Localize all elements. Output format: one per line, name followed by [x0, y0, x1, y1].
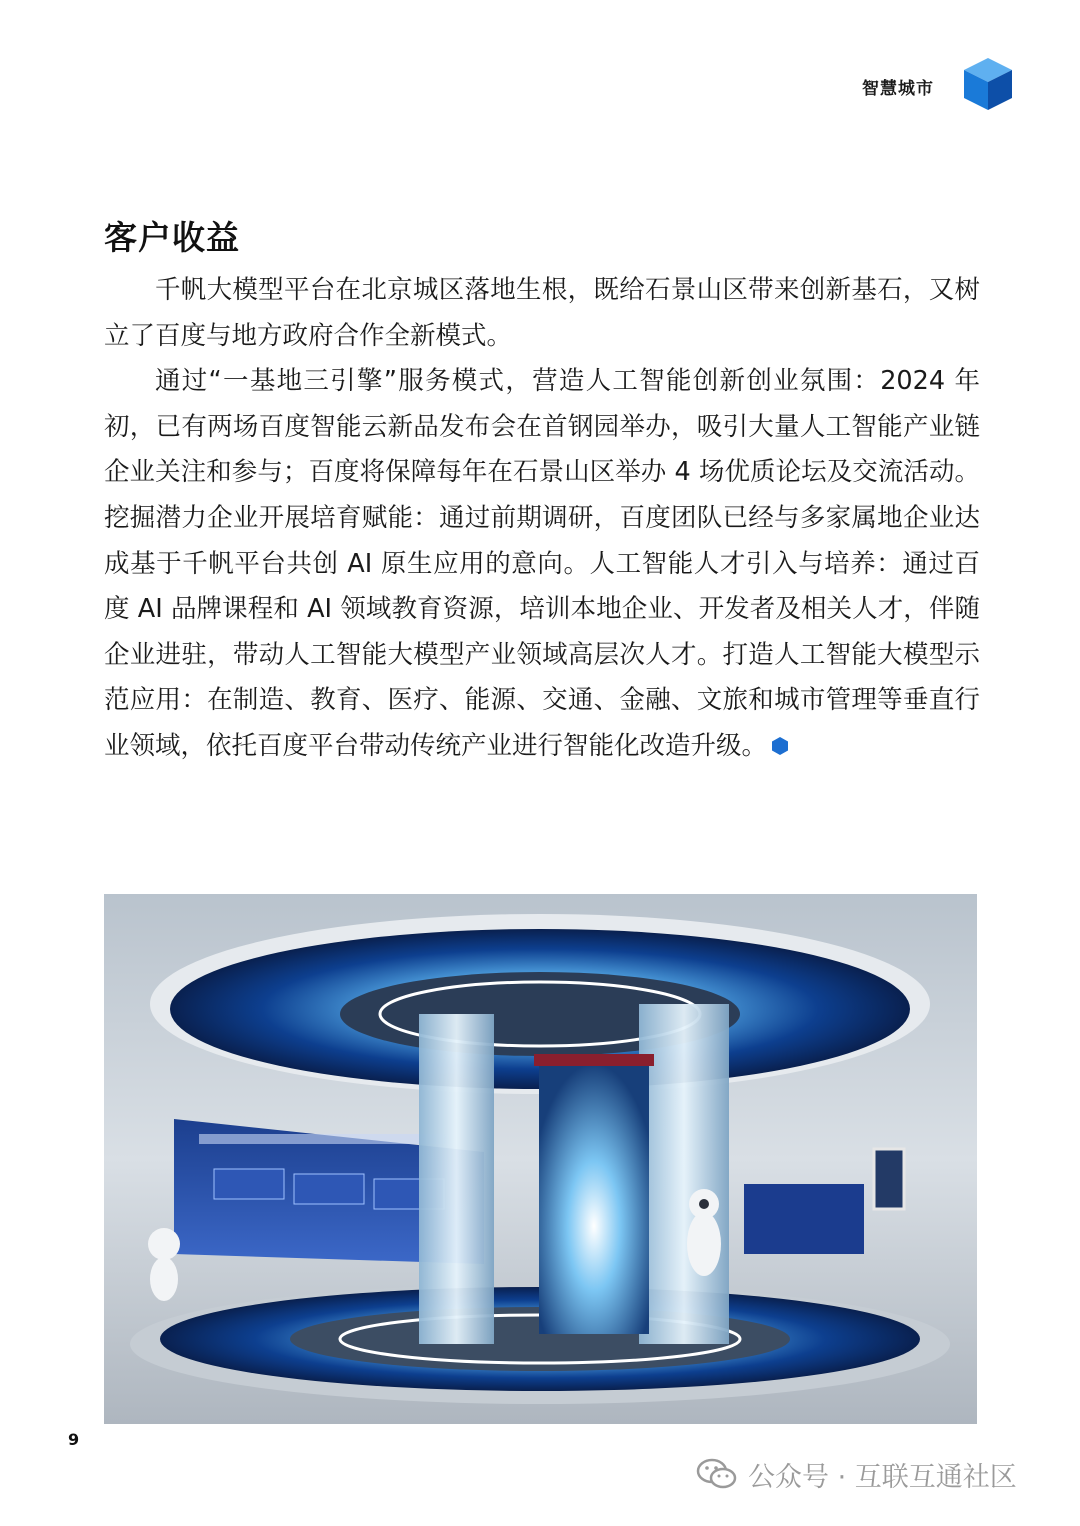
paragraph-2: [104, 359, 980, 769]
header-section-label: 智慧城市: [862, 79, 934, 99]
hexagon-end-mark-icon: [771, 736, 789, 756]
paragraph-2-text: 通过“一基地三引擎”服务模式，营造人工智能创新创业氛围：2024 年初，已有两场百度智能云新品发布会在首钢园举办，吸引大量人工智能产业链企业关注和参与；百度将保障每年在石景山区举办 4 场优质论坛及交流活动。挖掘潜力企业开展培育赋能：通过前期调研，百度团队已经与多家属地企业达成基于千帆平台共创 AI 原生应用的意向。人工智能人才引入与培养：通过百度 AI 品牌课程和 AI 领域教育资源，培训本地企业、开发者及相关人才，伴随企业进驻，带动人工智能大模型产业领域高层次人才。打造人工智能大模型示范应用：在制造、教育、医疗、能源、交通、金融、文旅和城市管理等垂直行业领域，依托百度平台带动传统产业进行智能化改造升级。: [104, 366, 980, 761]
cube-logo-icon: [962, 56, 1014, 112]
section-heading: 客户收益: [104, 218, 240, 257]
wechat-icon: [696, 1456, 738, 1492]
watermark-text: 公众号 · 互联互通社区: [748, 1461, 1017, 1493]
exhibition-hall-photo: [104, 894, 977, 1424]
paragraph-1: 千帆大模型平台在北京城区落地生根，既给石景山区带来创新基石，又树立了百度与地方政府合作全新模式。: [104, 275, 980, 351]
page-number: 9: [68, 1430, 80, 1449]
exhibition-hall-illustration: [104, 894, 977, 1424]
watermark: [696, 1454, 1017, 1494]
body-text: [104, 268, 980, 770]
